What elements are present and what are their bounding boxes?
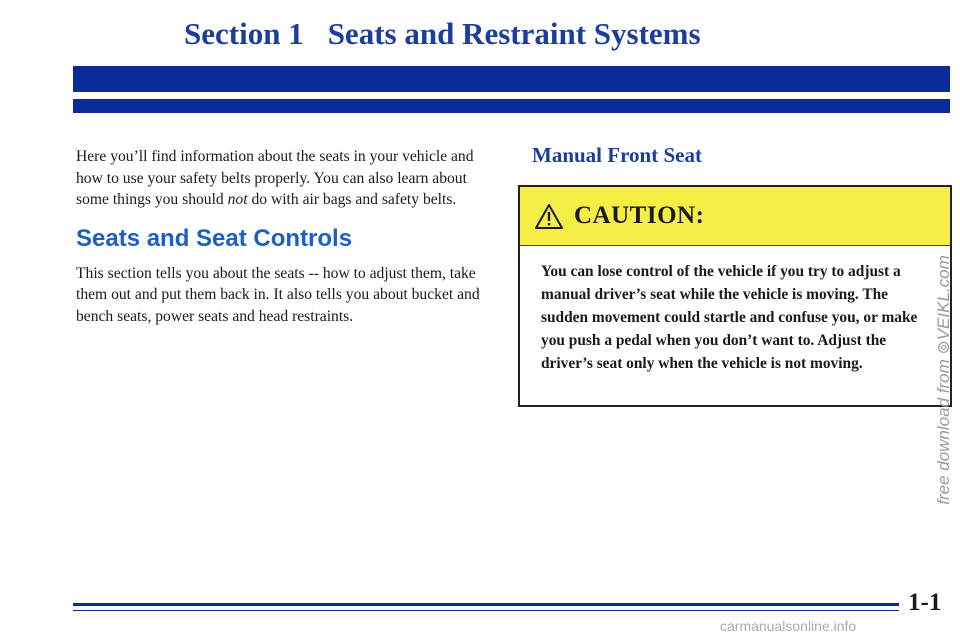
section-name: Seats and Restraint Systems [327, 16, 701, 51]
manual-front-seat-heading: Manual Front Seat [532, 143, 702, 167]
intro-text-after: do with air bags and safety belts. [247, 191, 457, 208]
caution-header [520, 187, 950, 246]
seats-paragraph: This section tells you about the seats -- how to adjust them, take them out and put them back in. It also tells you about bucket and bench seats, power seats and head restraints. [76, 264, 480, 325]
footer-rule-thick [73, 603, 899, 606]
page-number: 1-1 [908, 589, 942, 616]
section-label: Section 1 [184, 16, 304, 51]
footer-rule-thin [73, 610, 899, 611]
left-column [76, 146, 496, 327]
watermark [931, 180, 957, 580]
caution-text: You can lose control of the vehicle if you try to adjust a manual driver’s seat while the vehicle is moving. The sudden movement could startle and confuse you, or make you push a pedal when you don’t want to. Adjust the driver’s seat only when the vehicle is not moving. [541, 263, 918, 372]
footer-source-url: carmanualsonline.info [720, 618, 857, 634]
caution-label: CAUTION: [574, 202, 705, 229]
header-band-bottom [73, 99, 950, 113]
intro-text-before: Here you’ll find information about the seats in your vehicle and how to use your safety belts properly. You can also learn about some things you should [76, 148, 474, 208]
section-title [184, 16, 701, 52]
watermark-text: free download from ⊚VEIKL.com [934, 255, 953, 505]
caution-box [518, 185, 952, 407]
intro-paragraph [76, 146, 496, 211]
seats-heading: Seats and Seat Controls [76, 224, 353, 252]
header-band-top [73, 66, 950, 92]
intro-emphasis: not [227, 191, 248, 208]
warning-triangle-icon [534, 203, 564, 230]
